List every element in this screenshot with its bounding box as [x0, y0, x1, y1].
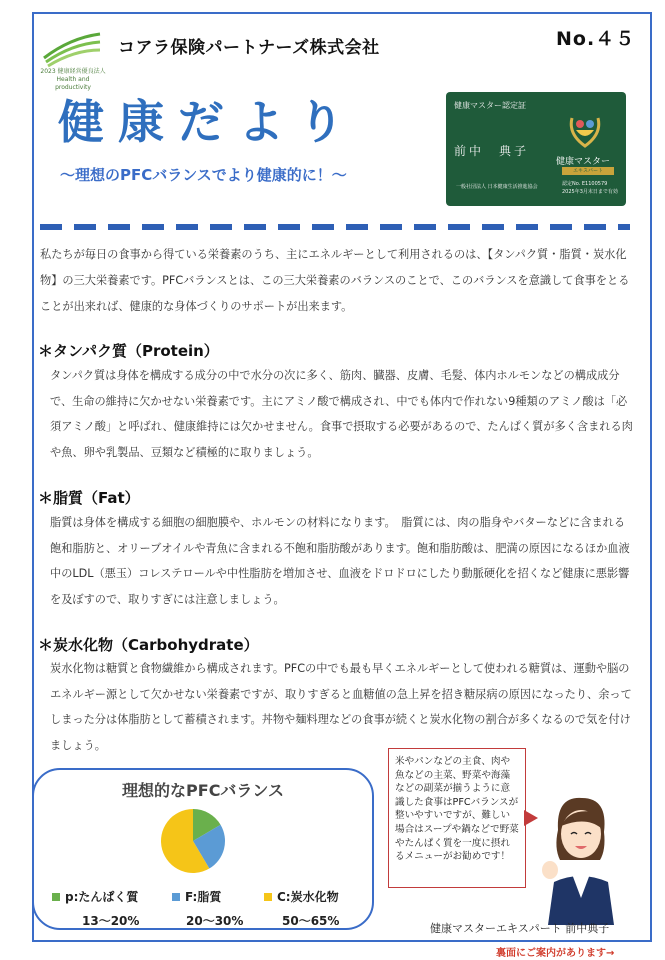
card-expert-sub: エキスパート: [562, 167, 614, 175]
legend-swatch-carbohydrate: [264, 893, 272, 901]
page-title: 健康だより: [58, 95, 358, 149]
legend-label-carbohydrate: C:炭水化物: [277, 890, 339, 904]
range-protein: 13～20%: [82, 914, 140, 928]
back-page-note: 裏面にご案内があります→: [496, 948, 615, 959]
woman-illustration-icon: [530, 790, 630, 925]
legend-carbohydrate: [264, 888, 339, 905]
card-organization: 一般社団法人 日本健康生活推進協会: [456, 184, 538, 190]
legend-label-fat: F:脂質: [185, 890, 222, 904]
legend-swatch-fat: [172, 893, 180, 901]
legend-swatch-protein: [52, 893, 60, 901]
laurel-badge-icon: [566, 110, 604, 150]
card-number-text: 認定No. E1100579: [562, 181, 608, 187]
health-master-card: [446, 92, 626, 206]
intro-paragraph: 私たちが毎日の食事から得ている栄養素のうち、主にエネルギーとして利用されるのは、【タンパク質・脂質・炭水化物】の三大栄養素です。PFCバランスとは、この三大栄養素のバランスのことで、このバランスを意識して食事をとることが出来れば、健康的な身体づくりのサポートが出来ます。: [40, 248, 630, 313]
section-heading-fat: ＊脂質（Fat）: [38, 489, 140, 507]
card-number: [562, 180, 618, 196]
page-subtitle: ～理想のPFCバランスでより健康的に！～: [60, 166, 347, 184]
legend-fat: [172, 888, 221, 905]
legend-label-protein: p:たんぱく質: [65, 890, 139, 904]
section-body-fat: 脂質は身体を構成する細胞の細胞膜や、ホルモンの材料になります。 脂質には、肉の脂身やバターなどに含まれる飽和脂肪と、オリーブオイルや青魚に含まれる不飽和脂肪酸があります。飽和脂肪酸は、肥満の原因になるほか血液中のLDL（悪玉）コレステロールや中性脂肪を増加させ、血液をドロドロにしたり動脈硬化を招くなど健康に悪影響を及ぼすので、取りすぎには注意しましょう。: [50, 516, 630, 606]
health-management-logo-icon: [40, 28, 104, 72]
section-body-protein: タンパク質は身体を構成する成分の中で水分の次に多く、筋肉、臓器、皮膚、毛髪、体内ホルモンなどの構成成分で、生命の維持に欠かせない栄養素です。主にアミノ酸で構成され、中でも体内で作れない9種類のアミノ酸は「必須アミノ酸」と呼ばれ、健康維持には欠かせません。食事で摂取する必要があるので、たんぱく質が多く含まれる肉や魚、卵や乳製品、豆類など積極的に取りましょう。: [50, 369, 633, 459]
card-expiry: 2025年3月末日まで有効: [562, 189, 618, 195]
issue-number: No.４５: [556, 28, 636, 50]
range-carbohydrate: 50～65%: [282, 914, 340, 928]
pfc-pie-chart: [160, 808, 226, 874]
logo-text: 2023 健康経営優良法人 Health and productivity: [40, 68, 106, 91]
card-expert-title: 健康マスター: [556, 157, 611, 167]
company-name: コアラ保険パートナーズ株式会社: [118, 38, 380, 58]
dashed-divider: [40, 224, 630, 230]
section-heading-carbohydrate: ＊炭水化物（Carbohydrate）: [38, 636, 259, 654]
card-holder-name: 前中 典子: [454, 144, 530, 158]
speech-bubble: 米やパンなどの主食、肉や魚などの主菜、野菜や海藻などの副菜が揃うように意識した食事はPFCバランスが整いやすいですが、難しい場合はスープや鍋などで野菜やたんぱく質を一度に摂れるメニューがお勧めです！: [388, 748, 526, 888]
section-body-carbohydrate: 炭水化物は糖質と食物繊維から構成されます。PFCの中でも最も早くエネルギーとして使われる糖質は、運動や脳のエネルギー源として欠かせない栄養素ですが、取りすぎると血糖値の急上昇を招き糖尿病の原因になったり、余ってしまった分は体脂肪として蓄積されます。丼物や麺料理などの食事が続くと炭水化物の割合が多くなるので気を付けましょう。: [50, 662, 632, 752]
pfc-balance-panel: [32, 768, 374, 930]
card-label: 健康マスター認定証: [454, 101, 526, 110]
section-heading-protein: ＊タンパク質（Protein）: [38, 342, 219, 360]
range-fat: 20～30%: [186, 914, 244, 928]
legend-protein: [52, 888, 138, 905]
expert-caption: 健康マスターエキスパート 前中典子: [430, 922, 610, 935]
chart-title: 理想的なPFCバランス: [122, 781, 284, 800]
